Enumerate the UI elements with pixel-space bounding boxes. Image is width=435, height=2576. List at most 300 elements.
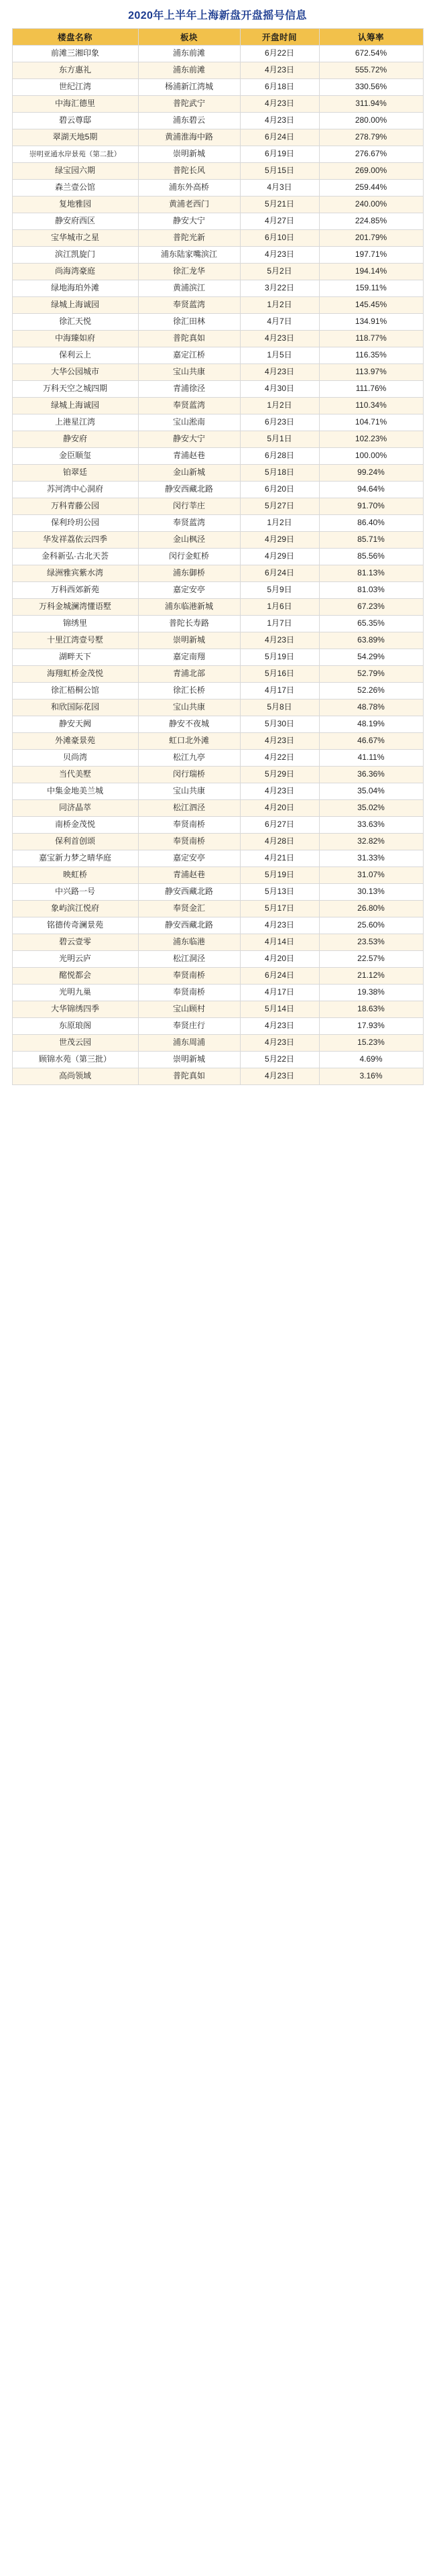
cell-project-name: 中海臻如府	[12, 331, 138, 347]
cell-open-date: 5月19日	[240, 867, 319, 884]
cell-open-date: 4月23日	[240, 1018, 319, 1035]
cell-open-date: 6月20日	[240, 482, 319, 498]
cell-plate: 奉贤南桥	[138, 834, 240, 850]
cell-subscription-rate: 32.82%	[319, 834, 423, 850]
cell-open-date: 5月30日	[240, 716, 319, 733]
cell-subscription-rate: 31.07%	[319, 867, 423, 884]
cell-project-name: 湖畔天下	[12, 649, 138, 666]
cell-subscription-rate: 36.36%	[319, 767, 423, 783]
cell-subscription-rate: 17.93%	[319, 1018, 423, 1035]
cell-project-name: 宝华城市之星	[12, 230, 138, 247]
cell-plate: 普陀真如	[138, 1068, 240, 1085]
cell-project-name: 中兴路一号	[12, 884, 138, 901]
cell-project-name: 翠湖天地5期	[12, 129, 138, 146]
cell-project-name: 贝尚湾	[12, 750, 138, 767]
cell-plate: 金山枫泾	[138, 532, 240, 549]
cell-subscription-rate: 18.63%	[319, 1001, 423, 1018]
table-row	[12, 62, 423, 79]
cell-project-name: 静安府西区	[12, 213, 138, 230]
cell-plate: 普陀长寿路	[138, 616, 240, 632]
cell-project-name: 前滩三湘印象	[12, 46, 138, 62]
cell-subscription-rate: 30.13%	[319, 884, 423, 901]
cell-project-name: 尚海湾豪庭	[12, 264, 138, 280]
cell-open-date: 4月23日	[240, 733, 319, 750]
cell-plate: 宝山共康	[138, 364, 240, 381]
cell-project-name: 复地雅园	[12, 197, 138, 213]
table-row	[12, 230, 423, 247]
table-row	[12, 431, 423, 448]
cell-open-date: 5月21日	[240, 197, 319, 213]
table-row	[12, 934, 423, 951]
cell-open-date: 5月17日	[240, 901, 319, 917]
cell-plate: 徐汇田林	[138, 314, 240, 331]
table-row	[12, 129, 423, 146]
cell-subscription-rate: 81.03%	[319, 582, 423, 599]
cell-open-date: 4月20日	[240, 951, 319, 968]
cell-open-date: 1月2日	[240, 297, 319, 314]
cell-subscription-rate: 110.34%	[319, 398, 423, 414]
cell-plate: 奉贤南桥	[138, 968, 240, 985]
cell-plate: 闵行金虹桥	[138, 549, 240, 565]
table-header	[12, 29, 423, 46]
table-row	[12, 666, 423, 683]
table-row	[12, 683, 423, 699]
cell-plate: 浦东御桥	[138, 565, 240, 582]
cell-subscription-rate: 33.63%	[319, 817, 423, 834]
cell-project-name: 酩悦都会	[12, 968, 138, 985]
cell-subscription-rate: 15.23%	[319, 1035, 423, 1052]
table-row	[12, 582, 423, 599]
cell-plate: 嘉定江桥	[138, 347, 240, 364]
table-row	[12, 1018, 423, 1035]
table-row	[12, 716, 423, 733]
cell-open-date: 4月23日	[240, 364, 319, 381]
table-row	[12, 465, 423, 482]
table-row	[12, 163, 423, 180]
cell-project-name: 象屿滨江悦府	[12, 901, 138, 917]
cell-project-name: 大华锦绣四季	[12, 1001, 138, 1018]
table-row	[12, 213, 423, 230]
cell-project-name: 徐汇天悦	[12, 314, 138, 331]
table-row	[12, 565, 423, 582]
cell-subscription-rate: 35.04%	[319, 783, 423, 800]
cell-plate: 青浦赵巷	[138, 448, 240, 465]
table-row	[12, 197, 423, 213]
table-row	[12, 79, 423, 96]
cell-subscription-rate: 555.72%	[319, 62, 423, 79]
cell-open-date: 5月18日	[240, 465, 319, 482]
cell-open-date: 4月29日	[240, 549, 319, 565]
cell-subscription-rate: 41.11%	[319, 750, 423, 767]
cell-subscription-rate: 104.71%	[319, 414, 423, 431]
table-row	[12, 917, 423, 934]
table-row	[12, 532, 423, 549]
cell-open-date: 6月27日	[240, 817, 319, 834]
cell-subscription-rate: 311.94%	[319, 96, 423, 113]
table-header-row	[12, 29, 423, 46]
table-row	[12, 767, 423, 783]
cell-open-date: 6月22日	[240, 46, 319, 62]
cell-plate: 浦东陆家嘴滨江	[138, 247, 240, 264]
cell-subscription-rate: 113.97%	[319, 364, 423, 381]
cell-plate: 浦东临港新城	[138, 599, 240, 616]
cell-plate: 松江九亭	[138, 750, 240, 767]
cell-open-date: 6月23日	[240, 414, 319, 431]
cell-plate: 嘉定安亭	[138, 850, 240, 867]
cell-open-date: 5月2日	[240, 264, 319, 280]
cell-plate: 黄浦老西门	[138, 197, 240, 213]
cell-open-date: 1月2日	[240, 515, 319, 532]
table-row	[12, 113, 423, 129]
cell-plate: 徐汇龙华	[138, 264, 240, 280]
cell-project-name: 万科天空之城四期	[12, 381, 138, 398]
cell-open-date: 4月23日	[240, 917, 319, 934]
cell-subscription-rate: 134.91%	[319, 314, 423, 331]
cell-plate: 青浦北部	[138, 666, 240, 683]
table-row	[12, 297, 423, 314]
cell-plate: 浦东外高桥	[138, 180, 240, 197]
table-row	[12, 247, 423, 264]
table-row	[12, 750, 423, 767]
cell-plate: 金山新城	[138, 465, 240, 482]
cell-open-date: 5月19日	[240, 649, 319, 666]
table-body	[12, 46, 423, 1085]
table-row	[12, 783, 423, 800]
cell-project-name: 静安天阙	[12, 716, 138, 733]
table-row	[12, 498, 423, 515]
cell-subscription-rate: 201.79%	[319, 230, 423, 247]
cell-subscription-rate: 99.24%	[319, 465, 423, 482]
cell-subscription-rate: 197.71%	[319, 247, 423, 264]
cell-project-name: 铂翠廷	[12, 465, 138, 482]
cell-plate: 静安大宁	[138, 213, 240, 230]
cell-plate: 闵行瑞桥	[138, 767, 240, 783]
cell-plate: 浦东临港	[138, 934, 240, 951]
cell-subscription-rate: 3.16%	[319, 1068, 423, 1085]
table-row	[12, 951, 423, 968]
table-row	[12, 364, 423, 381]
table-row	[12, 146, 423, 163]
table-row	[12, 649, 423, 666]
cell-subscription-rate: 278.79%	[319, 129, 423, 146]
table-row	[12, 632, 423, 649]
cell-open-date: 4月23日	[240, 1035, 319, 1052]
cell-open-date: 5月29日	[240, 767, 319, 783]
cell-subscription-rate: 85.71%	[319, 532, 423, 549]
cell-project-name: 万科金城澜湾懂语墅	[12, 599, 138, 616]
cell-open-date: 4月27日	[240, 213, 319, 230]
table-row	[12, 448, 423, 465]
table-row	[12, 314, 423, 331]
table-row	[12, 800, 423, 817]
table-row	[12, 414, 423, 431]
cell-subscription-rate: 48.78%	[319, 699, 423, 716]
cell-project-name: 绿城上海诚园	[12, 297, 138, 314]
cell-project-name: 华发祥荔依云四季	[12, 532, 138, 549]
cell-project-name: 保利玲玥公园	[12, 515, 138, 532]
cell-plate: 静安大宁	[138, 431, 240, 448]
cell-project-name: 世茂云园	[12, 1035, 138, 1052]
cell-plate: 奉贤蓝湾	[138, 515, 240, 532]
cell-open-date: 4月3日	[240, 180, 319, 197]
cell-subscription-rate: 259.44%	[319, 180, 423, 197]
table-row	[12, 901, 423, 917]
cell-plate: 浦东周浦	[138, 1035, 240, 1052]
cell-plate: 浦东前滩	[138, 46, 240, 62]
cell-subscription-rate: 67.23%	[319, 599, 423, 616]
cell-subscription-rate: 4.69%	[319, 1052, 423, 1068]
cell-open-date: 5月1日	[240, 431, 319, 448]
cell-plate: 崇明新城	[138, 146, 240, 163]
cell-subscription-rate: 194.14%	[319, 264, 423, 280]
cell-project-name: 中海汇德里	[12, 96, 138, 113]
cell-project-name: 南桥金茂悦	[12, 817, 138, 834]
cell-subscription-rate: 21.12%	[319, 968, 423, 985]
cell-plate: 奉贤庄行	[138, 1018, 240, 1035]
column-header-name: 楼盘名称	[12, 29, 138, 46]
cell-open-date: 4月22日	[240, 750, 319, 767]
cell-project-name: 绿城上海诚园	[12, 398, 138, 414]
cell-open-date: 6月10日	[240, 230, 319, 247]
cell-plate: 浦东前滩	[138, 62, 240, 79]
cell-plate: 杨浦新江湾城	[138, 79, 240, 96]
cell-plate: 普陀武宁	[138, 96, 240, 113]
cell-subscription-rate: 22.57%	[319, 951, 423, 968]
table-row	[12, 1052, 423, 1068]
cell-project-name: 锦绣里	[12, 616, 138, 632]
table-row	[12, 817, 423, 834]
cell-open-date: 5月13日	[240, 884, 319, 901]
cell-open-date: 5月27日	[240, 498, 319, 515]
cell-open-date: 4月17日	[240, 985, 319, 1001]
cell-open-date: 4月17日	[240, 683, 319, 699]
cell-project-name: 十里江湾壹号墅	[12, 632, 138, 649]
cell-subscription-rate: 26.80%	[319, 901, 423, 917]
cell-subscription-rate: 91.70%	[319, 498, 423, 515]
cell-project-name: 崇明亚通水岸景苑（第二批）	[12, 146, 138, 163]
cell-plate: 宝山顾村	[138, 1001, 240, 1018]
table-row	[12, 280, 423, 297]
table-row	[12, 96, 423, 113]
cell-project-name: 苏河湾中心洞府	[12, 482, 138, 498]
cell-plate: 奉贤蓝湾	[138, 398, 240, 414]
cell-project-name: 保利云上	[12, 347, 138, 364]
cell-project-name: 徐汇梧桐公馆	[12, 683, 138, 699]
cell-plate: 宝山共康	[138, 783, 240, 800]
column-header-plate: 板块	[138, 29, 240, 46]
cell-project-name: 大华公园城市	[12, 364, 138, 381]
cell-subscription-rate: 46.67%	[319, 733, 423, 750]
table-row	[12, 331, 423, 347]
cell-plate: 松江洞泾	[138, 951, 240, 968]
cell-subscription-rate: 52.79%	[319, 666, 423, 683]
cell-subscription-rate: 280.00%	[319, 113, 423, 129]
cell-project-name: 东方惠礼	[12, 62, 138, 79]
cell-project-name: 万科西郊新苑	[12, 582, 138, 599]
table-row	[12, 264, 423, 280]
cell-open-date: 4月23日	[240, 783, 319, 800]
table-row	[12, 733, 423, 750]
cell-project-name: 碧云壹零	[12, 934, 138, 951]
cell-plate: 奉贤金汇	[138, 901, 240, 917]
table-row	[12, 850, 423, 867]
cell-project-name: 和欣国际花园	[12, 699, 138, 716]
cell-plate: 奉贤蓝湾	[138, 297, 240, 314]
cell-project-name: 光明九巢	[12, 985, 138, 1001]
cell-plate: 宝山淞南	[138, 414, 240, 431]
table-row	[12, 1001, 423, 1018]
cell-project-name: 同济晶萃	[12, 800, 138, 817]
cell-open-date: 4月28日	[240, 834, 319, 850]
cell-open-date: 4月23日	[240, 331, 319, 347]
cell-plate: 青浦徐泾	[138, 381, 240, 398]
cell-plate: 嘉定安亭	[138, 582, 240, 599]
cell-project-name: 海翔虹桥金茂悦	[12, 666, 138, 683]
cell-open-date: 1月6日	[240, 599, 319, 616]
cell-project-name: 滨江凯旋门	[12, 247, 138, 264]
cell-subscription-rate: 100.00%	[319, 448, 423, 465]
cell-project-name: 保利首创颂	[12, 834, 138, 850]
cell-open-date: 4月23日	[240, 113, 319, 129]
cell-subscription-rate: 240.00%	[319, 197, 423, 213]
cell-project-name: 光明云庐	[12, 951, 138, 968]
cell-subscription-rate: 81.13%	[319, 565, 423, 582]
table-row	[12, 398, 423, 414]
cell-project-name: 映虹桥	[12, 867, 138, 884]
cell-open-date: 6月24日	[240, 565, 319, 582]
table-row	[12, 985, 423, 1001]
cell-plate: 嘉定南翔	[138, 649, 240, 666]
table-row	[12, 180, 423, 197]
column-header-rate: 认筹率	[319, 29, 423, 46]
table-row	[12, 616, 423, 632]
cell-plate: 宝山共康	[138, 699, 240, 716]
cell-subscription-rate: 145.45%	[319, 297, 423, 314]
cell-subscription-rate: 23.53%	[319, 934, 423, 951]
cell-plate: 崇明新城	[138, 1052, 240, 1068]
table-row	[12, 46, 423, 62]
cell-project-name: 绿宝园六期	[12, 163, 138, 180]
cell-subscription-rate: 224.85%	[319, 213, 423, 230]
cell-project-name: 顾锦水苑（第三批）	[12, 1052, 138, 1068]
cell-subscription-rate: 85.56%	[319, 549, 423, 565]
cell-plate: 徐汇长桥	[138, 683, 240, 699]
cell-open-date: 6月19日	[240, 146, 319, 163]
cell-open-date: 4月23日	[240, 247, 319, 264]
cell-project-name: 上港星江湾	[12, 414, 138, 431]
page-container	[0, 0, 435, 1092]
cell-subscription-rate: 63.89%	[319, 632, 423, 649]
cell-open-date: 6月28日	[240, 448, 319, 465]
cell-plate: 静安西藏北路	[138, 917, 240, 934]
cell-plate: 普陀长风	[138, 163, 240, 180]
table-row	[12, 968, 423, 985]
table-row	[12, 867, 423, 884]
cell-plate: 黄浦淮海中路	[138, 129, 240, 146]
cell-open-date: 4月14日	[240, 934, 319, 951]
cell-open-date: 4月30日	[240, 381, 319, 398]
cell-plate: 静安西藏北路	[138, 884, 240, 901]
cell-plate: 静安西藏北路	[138, 482, 240, 498]
table-row	[12, 884, 423, 901]
cell-subscription-rate: 102.23%	[319, 431, 423, 448]
cell-subscription-rate: 19.38%	[319, 985, 423, 1001]
cell-project-name: 金科新弘·古北天荟	[12, 549, 138, 565]
cell-subscription-rate: 94.64%	[319, 482, 423, 498]
cell-plate: 虹口北外滩	[138, 733, 240, 750]
cell-subscription-rate: 25.60%	[319, 917, 423, 934]
cell-plate: 黄浦滨江	[138, 280, 240, 297]
table-row	[12, 699, 423, 716]
cell-open-date: 5月9日	[240, 582, 319, 599]
cell-subscription-rate: 86.40%	[319, 515, 423, 532]
cell-subscription-rate: 672.54%	[319, 46, 423, 62]
cell-project-name: 当代美墅	[12, 767, 138, 783]
cell-open-date: 4月23日	[240, 632, 319, 649]
table-row	[12, 347, 423, 364]
cell-open-date: 6月18日	[240, 79, 319, 96]
cell-project-name: 金臣顺玺	[12, 448, 138, 465]
cell-plate: 普陀真如	[138, 331, 240, 347]
cell-open-date: 5月16日	[240, 666, 319, 683]
cell-open-date: 1月5日	[240, 347, 319, 364]
table-row	[12, 1035, 423, 1052]
cell-open-date: 4月20日	[240, 800, 319, 817]
table-row	[12, 1068, 423, 1085]
cell-open-date: 1月2日	[240, 398, 319, 414]
cell-subscription-rate: 31.33%	[319, 850, 423, 867]
cell-plate: 奉贤南桥	[138, 817, 240, 834]
cell-plate: 奉贤南桥	[138, 985, 240, 1001]
cell-project-name: 中集金地美兰城	[12, 783, 138, 800]
cell-plate: 浦东碧云	[138, 113, 240, 129]
cell-project-name: 森兰壹公馆	[12, 180, 138, 197]
cell-open-date: 4月7日	[240, 314, 319, 331]
cell-subscription-rate: 111.76%	[319, 381, 423, 398]
cell-open-date: 3月22日	[240, 280, 319, 297]
cell-project-name: 静安府	[12, 431, 138, 448]
cell-subscription-rate: 48.19%	[319, 716, 423, 733]
cell-open-date: 5月22日	[240, 1052, 319, 1068]
cell-open-date: 5月15日	[240, 163, 319, 180]
cell-open-date: 4月23日	[240, 96, 319, 113]
cell-project-name: 绿洲雅宾紫水湾	[12, 565, 138, 582]
lottery-table	[12, 28, 424, 1085]
cell-subscription-rate: 54.29%	[319, 649, 423, 666]
cell-subscription-rate: 118.77%	[319, 331, 423, 347]
cell-subscription-rate: 269.00%	[319, 163, 423, 180]
cell-plate: 静安不夜城	[138, 716, 240, 733]
cell-plate: 闵行莘庄	[138, 498, 240, 515]
cell-open-date: 4月21日	[240, 850, 319, 867]
cell-open-date: 4月23日	[240, 62, 319, 79]
cell-subscription-rate: 276.67%	[319, 146, 423, 163]
cell-plate: 松江泗泾	[138, 800, 240, 817]
cell-project-name: 万科青藤公园	[12, 498, 138, 515]
cell-open-date: 5月8日	[240, 699, 319, 716]
cell-project-name: 碧云尊邸	[12, 113, 138, 129]
cell-open-date: 5月14日	[240, 1001, 319, 1018]
cell-plate: 青浦赵巷	[138, 867, 240, 884]
cell-subscription-rate: 52.26%	[319, 683, 423, 699]
cell-subscription-rate: 65.35%	[319, 616, 423, 632]
cell-subscription-rate: 330.56%	[319, 79, 423, 96]
cell-plate: 崇明新城	[138, 632, 240, 649]
table-row	[12, 515, 423, 532]
cell-project-name: 绿地海珀外滩	[12, 280, 138, 297]
cell-project-name: 外滩豪景苑	[12, 733, 138, 750]
column-header-date: 开盘时间	[240, 29, 319, 46]
